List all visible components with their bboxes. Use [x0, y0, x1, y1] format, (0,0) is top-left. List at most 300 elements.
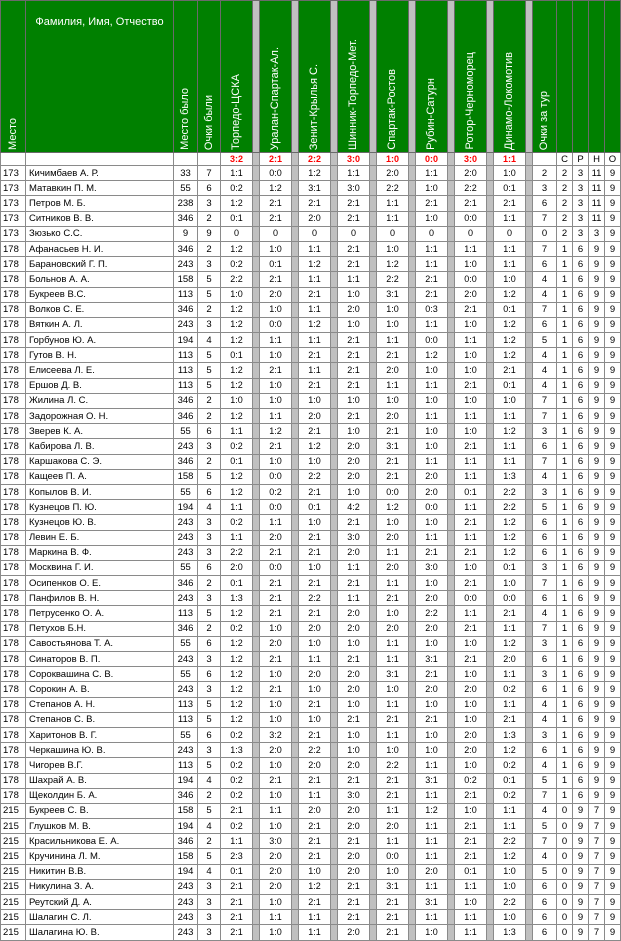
prediction-cell: 2:1: [416, 545, 448, 560]
prediction-cell: 2:1: [338, 576, 370, 591]
prediction-cell: 2:2: [299, 469, 331, 484]
prediction-cell: 2:0: [377, 621, 409, 636]
gap-cell: [487, 652, 494, 667]
gap-cell: [370, 515, 377, 530]
prediction-cell: 2:0: [260, 879, 292, 894]
name-cell: Шалагина Ю. В.: [26, 925, 174, 940]
prediction-cell: 0:1: [221, 576, 253, 591]
points-before-cell: 9: [198, 226, 221, 241]
points-tour-cell: 7: [533, 788, 557, 803]
place-cell: 178: [1, 424, 26, 439]
prediction-cell: 1:0: [260, 697, 292, 712]
gap-cell: [253, 758, 260, 773]
gap-cell: [409, 819, 416, 834]
prediction-cell: 2:1: [338, 257, 370, 272]
gap-cell: [448, 393, 455, 408]
gap-cell: [487, 424, 494, 439]
gap-cell: [448, 348, 455, 363]
gap-cell: [370, 576, 377, 591]
prediction-cell: 1:1: [377, 378, 409, 393]
gap-cell: [448, 484, 455, 499]
place-before-cell: 113: [174, 758, 198, 773]
prediction-cell: 1:3: [494, 727, 526, 742]
gap-cell: [370, 819, 377, 834]
prediction-cell: 1:0: [377, 515, 409, 530]
prediction-cell: 1:1: [494, 697, 526, 712]
gap-cell: [253, 864, 260, 879]
gap-cell: [292, 287, 299, 302]
gap-cell: [526, 636, 533, 651]
gap-cell: [331, 834, 338, 849]
gap-cell: [253, 803, 260, 818]
prediction-cell: 1:0: [416, 576, 448, 591]
gap-cell: [370, 925, 377, 940]
gap-cell: [253, 773, 260, 788]
points-tour-cell: 3: [533, 636, 557, 651]
gap-cell: [448, 910, 455, 925]
place-cell: 178: [1, 560, 26, 575]
points-tour-cell: 6: [533, 682, 557, 697]
prediction-cell: 1:0: [338, 317, 370, 332]
name-cell: Больнов А. А.: [26, 272, 174, 287]
stat-cell: 9: [589, 606, 605, 621]
gap-cell: [292, 272, 299, 287]
name-cell: Панфилов В. Н.: [26, 591, 174, 606]
stat-cell: 6: [573, 697, 589, 712]
points-before-cell: 2: [198, 211, 221, 226]
name-cell: Кузнецов Ю. В.: [26, 515, 174, 530]
points-tour-cell: 6: [533, 257, 557, 272]
table-row: [1, 484, 621, 499]
gap-cell: [526, 576, 533, 591]
gap-cell: [292, 712, 299, 727]
prediction-cell: 2:0: [455, 743, 487, 758]
points-tour-cell: 5: [533, 864, 557, 879]
prediction-cell: 2:1: [455, 378, 487, 393]
name-cell: Синаторов В. П.: [26, 652, 174, 667]
stat-cell: 9: [573, 849, 589, 864]
prediction-cell: 2:0: [260, 864, 292, 879]
gap-cell: [526, 895, 533, 910]
prediction-cell: 1:3: [221, 591, 253, 606]
stat-cell: 7: [589, 819, 605, 834]
gap-cell: [331, 363, 338, 378]
prediction-cell: 1:0: [260, 621, 292, 636]
table-row: [1, 879, 621, 894]
prediction-cell: 2:0: [416, 621, 448, 636]
prediction-cell: 1:0: [416, 727, 448, 742]
stat-cell: 11: [589, 196, 605, 211]
place-cell: 215: [1, 864, 26, 879]
place-before-cell: 346: [174, 393, 198, 408]
place-cell: 178: [1, 302, 26, 317]
prediction-cell: 0:0: [455, 591, 487, 606]
stat-cell: 9: [605, 181, 621, 196]
blank-cell: [533, 153, 557, 166]
gap-cell: [292, 879, 299, 894]
place-cell: 215: [1, 819, 26, 834]
prediction-cell: 0:2: [221, 773, 253, 788]
gap-cell: [526, 758, 533, 773]
place-cell: 178: [1, 454, 26, 469]
gap-cell: [370, 348, 377, 363]
prediction-cell: 2:1: [377, 454, 409, 469]
stat-cell: 6: [573, 454, 589, 469]
prediction-cell: 0:0: [416, 333, 448, 348]
gap-cell: [526, 515, 533, 530]
name-cell: Петрусенко О. А.: [26, 606, 174, 621]
prediction-cell: 1:0: [299, 515, 331, 530]
table-row: [1, 454, 621, 469]
stat-cell: 7: [589, 925, 605, 940]
prediction-cell: 2:1: [299, 348, 331, 363]
stat-label: С: [557, 153, 573, 166]
table-row: [1, 895, 621, 910]
gap-cell: [526, 153, 533, 166]
stat-cell: 7: [589, 895, 605, 910]
name-cell: Копылов В. И.: [26, 484, 174, 499]
prediction-cell: 1:1: [494, 819, 526, 834]
prediction-cell: 2:0: [338, 667, 370, 682]
gap-cell: [448, 454, 455, 469]
prediction-cell: 3:0: [416, 560, 448, 575]
prediction-cell: 2:0: [338, 469, 370, 484]
prediction-cell: 1:0: [260, 454, 292, 469]
gap-cell: [331, 424, 338, 439]
gap-cell: [292, 211, 299, 226]
table-row: [1, 560, 621, 575]
prediction-cell: 2:1: [338, 363, 370, 378]
place-cell: 178: [1, 636, 26, 651]
prediction-cell: 2:1: [416, 667, 448, 682]
prediction-cell: 1:1: [338, 166, 370, 181]
gap-cell: [448, 378, 455, 393]
prediction-cell: 0:2: [221, 727, 253, 742]
prediction-cell: 0:0: [260, 469, 292, 484]
gap-cell: [370, 788, 377, 803]
table-row: [1, 439, 621, 454]
prediction-cell: 1:0: [455, 803, 487, 818]
gap-cell: [487, 682, 494, 697]
prediction-cell: 0:2: [455, 773, 487, 788]
stat-label: Н: [589, 153, 605, 166]
gap-cell: [370, 333, 377, 348]
gap-cell: [487, 925, 494, 940]
prediction-cell: 2:1: [338, 515, 370, 530]
stat-cell: 9: [589, 424, 605, 439]
match-header-6: Рубин-Сатурн: [416, 1, 448, 153]
stat-cell: 1: [557, 591, 573, 606]
stat-cell: 6: [573, 743, 589, 758]
gap-cell: [487, 287, 494, 302]
table-row: [1, 697, 621, 712]
table-row: [1, 333, 621, 348]
gap-cell: [292, 545, 299, 560]
blank-cell: [1, 153, 26, 166]
gap-cell: [253, 287, 260, 302]
gap-cell: [487, 378, 494, 393]
stat-cell: 9: [605, 211, 621, 226]
points-before-cell: 3: [198, 317, 221, 332]
place-cell: 178: [1, 621, 26, 636]
gap-cell: [292, 363, 299, 378]
gap-cell: [526, 788, 533, 803]
stat-cell: 9: [589, 652, 605, 667]
points-before-cell: 5: [198, 758, 221, 773]
place-before-cell: 238: [174, 196, 198, 211]
gap-cell: [487, 910, 494, 925]
gap-cell: [331, 484, 338, 499]
stat-cell: 6: [573, 393, 589, 408]
stat-cell: 1: [557, 287, 573, 302]
stat-cell: 9: [589, 773, 605, 788]
gap-cell: [253, 727, 260, 742]
name-cell: Матавкин П. М.: [26, 181, 174, 196]
prediction-cell: 1:1: [494, 454, 526, 469]
gap-cell: [292, 727, 299, 742]
stat-cell: 9: [605, 393, 621, 408]
prediction-cell: 2:1: [338, 910, 370, 925]
stat-cell: 9: [605, 272, 621, 287]
gap-cell: [409, 181, 416, 196]
table-row: [1, 743, 621, 758]
points-before-cell: 3: [198, 652, 221, 667]
stat-cell: 6: [573, 363, 589, 378]
place-cell: 178: [1, 758, 26, 773]
gap-cell: [370, 287, 377, 302]
prediction-cell: 3:0: [338, 788, 370, 803]
name-cell: Волков С. Е.: [26, 302, 174, 317]
match-result: 3:2: [221, 153, 253, 166]
stat-cell: 9: [589, 682, 605, 697]
gap-cell: [370, 484, 377, 499]
gap-cell: [292, 484, 299, 499]
gap-cell: [253, 925, 260, 940]
prediction-cell: 1:0: [260, 712, 292, 727]
gap-cell: [448, 712, 455, 727]
stat-cell: 9: [589, 378, 605, 393]
gap-cell: [331, 773, 338, 788]
prediction-cell: 2:1: [377, 925, 409, 940]
place-cell: 178: [1, 773, 26, 788]
prediction-cell: 1:1: [416, 166, 448, 181]
gap-cell: [292, 302, 299, 317]
gap-cell: [370, 363, 377, 378]
stat-cell: 1: [557, 454, 573, 469]
gap-cell: [331, 621, 338, 636]
prediction-cell: 2:1: [299, 196, 331, 211]
points-tour-cell: 6: [533, 439, 557, 454]
prediction-cell: 2:1: [299, 484, 331, 499]
prediction-cell: 2:1: [299, 895, 331, 910]
gap-cell: [292, 317, 299, 332]
stat-cell: 2: [557, 196, 573, 211]
points-tour-header: Очки за тур: [533, 1, 557, 153]
prediction-cell: 1:1: [299, 788, 331, 803]
gap-cell: [448, 317, 455, 332]
name-cell: Маркина В. Ф.: [26, 545, 174, 560]
points-before-cell: 3: [198, 545, 221, 560]
prediction-cell: 1:1: [377, 727, 409, 742]
stat-cell: 6: [573, 636, 589, 651]
gap-cell: [331, 469, 338, 484]
place-cell: 178: [1, 484, 26, 499]
points-before-cell: 5: [198, 287, 221, 302]
match-result: 1:0: [377, 153, 409, 166]
prediction-cell: 4:2: [338, 500, 370, 515]
stat-cell: 9: [605, 409, 621, 424]
stat-cell: 1: [557, 348, 573, 363]
prediction-cell: 1:0: [455, 697, 487, 712]
gap-cell: [253, 317, 260, 332]
stat-cell: 1: [557, 484, 573, 499]
prediction-cell: 1:1: [416, 454, 448, 469]
gap-cell: [370, 211, 377, 226]
prediction-cell: 1:1: [299, 910, 331, 925]
prediction-cell: 2:0: [494, 652, 526, 667]
prediction-cell: 1:2: [221, 333, 253, 348]
place-before-cell: 243: [174, 895, 198, 910]
place-before-cell: 9: [174, 226, 198, 241]
gap-cell: [526, 333, 533, 348]
prediction-cell: 1:2: [221, 697, 253, 712]
gap-cell: [292, 773, 299, 788]
gap-cell: [331, 606, 338, 621]
name-cell: Каршакова С. Э.: [26, 454, 174, 469]
gap-cell: [409, 834, 416, 849]
gap-cell: [370, 560, 377, 575]
place-cell: 178: [1, 697, 26, 712]
points-before-cell: 6: [198, 181, 221, 196]
place-before-cell: 346: [174, 302, 198, 317]
name-cell: Елисеева Л. Е.: [26, 363, 174, 378]
prediction-cell: 2:1: [455, 849, 487, 864]
gap-cell: [253, 181, 260, 196]
gap-cell: [370, 424, 377, 439]
stat-cell: 6: [573, 758, 589, 773]
gap-cell: [292, 621, 299, 636]
place-cell: 178: [1, 667, 26, 682]
stat-cell: 9: [605, 712, 621, 727]
gap-cell: [487, 257, 494, 272]
prediction-cell: 1:0: [494, 864, 526, 879]
prediction-cell: 2:1: [299, 576, 331, 591]
prediction-cell: 1:2: [221, 196, 253, 211]
stat-cell: 9: [605, 576, 621, 591]
gap-cell: [292, 682, 299, 697]
points-tour-cell: 3: [533, 667, 557, 682]
prediction-cell: 2:1: [416, 712, 448, 727]
gap-cell: [370, 530, 377, 545]
gap-cell: [331, 652, 338, 667]
gap-cell: [292, 226, 299, 241]
stat-cell: 1: [557, 758, 573, 773]
prediction-cell: 2:1: [260, 363, 292, 378]
gap-cell: [448, 819, 455, 834]
prediction-cell: 2:1: [299, 834, 331, 849]
prediction-cell: 2:1: [260, 545, 292, 560]
points-before-cell: 2: [198, 621, 221, 636]
prediction-cell: 1:0: [299, 864, 331, 879]
prediction-cell: 1:1: [455, 469, 487, 484]
prediction-cell: 1:2: [221, 636, 253, 651]
gap-cell: [448, 439, 455, 454]
place-before-cell: 243: [174, 910, 198, 925]
gap-cell: [253, 895, 260, 910]
prediction-cell: 1:2: [299, 257, 331, 272]
points-before-cell: 6: [198, 727, 221, 742]
name-cell: Никитин В.В.: [26, 864, 174, 879]
prediction-cell: 1:1: [377, 636, 409, 651]
name-cell: Ситников В. В.: [26, 211, 174, 226]
gap-cell: [448, 287, 455, 302]
place-cell: 178: [1, 317, 26, 332]
gap-cell: [526, 348, 533, 363]
gap-cell: [409, 895, 416, 910]
prediction-cell: 0: [221, 226, 253, 241]
prediction-cell: 1:0: [416, 439, 448, 454]
gap-cell: [409, 333, 416, 348]
prediction-cell: 1:2: [494, 515, 526, 530]
prediction-cell: 0:0: [416, 500, 448, 515]
prediction-cell: 1:0: [260, 348, 292, 363]
prediction-cell: 2:1: [377, 424, 409, 439]
stat-cell: 9: [605, 333, 621, 348]
prediction-cell: 2:1: [416, 196, 448, 211]
stat-cell: 6: [573, 545, 589, 560]
gap-cell: [448, 652, 455, 667]
prediction-cell: 3:1: [299, 181, 331, 196]
gap-cell: [253, 652, 260, 667]
stat-cell: 9: [589, 515, 605, 530]
gap-cell: [253, 348, 260, 363]
gap-cell: [526, 484, 533, 499]
gap-cell: [526, 454, 533, 469]
gap-cell: [448, 226, 455, 241]
gap-cell: [253, 576, 260, 591]
points-tour-cell: 4: [533, 272, 557, 287]
points-tour-cell: 4: [533, 287, 557, 302]
prediction-cell: 2:1: [338, 409, 370, 424]
stat-cell: 9: [605, 545, 621, 560]
name-cell: Харитонов В. Г.: [26, 727, 174, 742]
place-before-cell: 346: [174, 454, 198, 469]
prediction-cell: 0:1: [494, 302, 526, 317]
gap-cell: [253, 606, 260, 621]
gap-cell: [526, 317, 533, 332]
gap-cell: [526, 393, 533, 408]
name-cell: Кабирова Л. В.: [26, 439, 174, 454]
prediction-cell: 1:0: [338, 287, 370, 302]
gap-cell: [448, 530, 455, 545]
points-tour-cell: 6: [533, 317, 557, 332]
gap-cell: [409, 621, 416, 636]
place-before-cell: 243: [174, 652, 198, 667]
place-before-cell: 194: [174, 773, 198, 788]
gap-cell: [448, 803, 455, 818]
table-row: [1, 682, 621, 697]
prediction-cell: 1:1: [455, 333, 487, 348]
prediction-cell: 2:1: [338, 879, 370, 894]
gap-cell: [253, 196, 260, 211]
prediction-cell: 1:0: [338, 484, 370, 499]
prediction-cell: 2:1: [455, 819, 487, 834]
name-cell: Кузнецов П. Ю.: [26, 500, 174, 515]
gap-cell: [487, 545, 494, 560]
gap-cell: [409, 166, 416, 181]
table-row: [1, 910, 621, 925]
prediction-cell: 2:2: [494, 834, 526, 849]
